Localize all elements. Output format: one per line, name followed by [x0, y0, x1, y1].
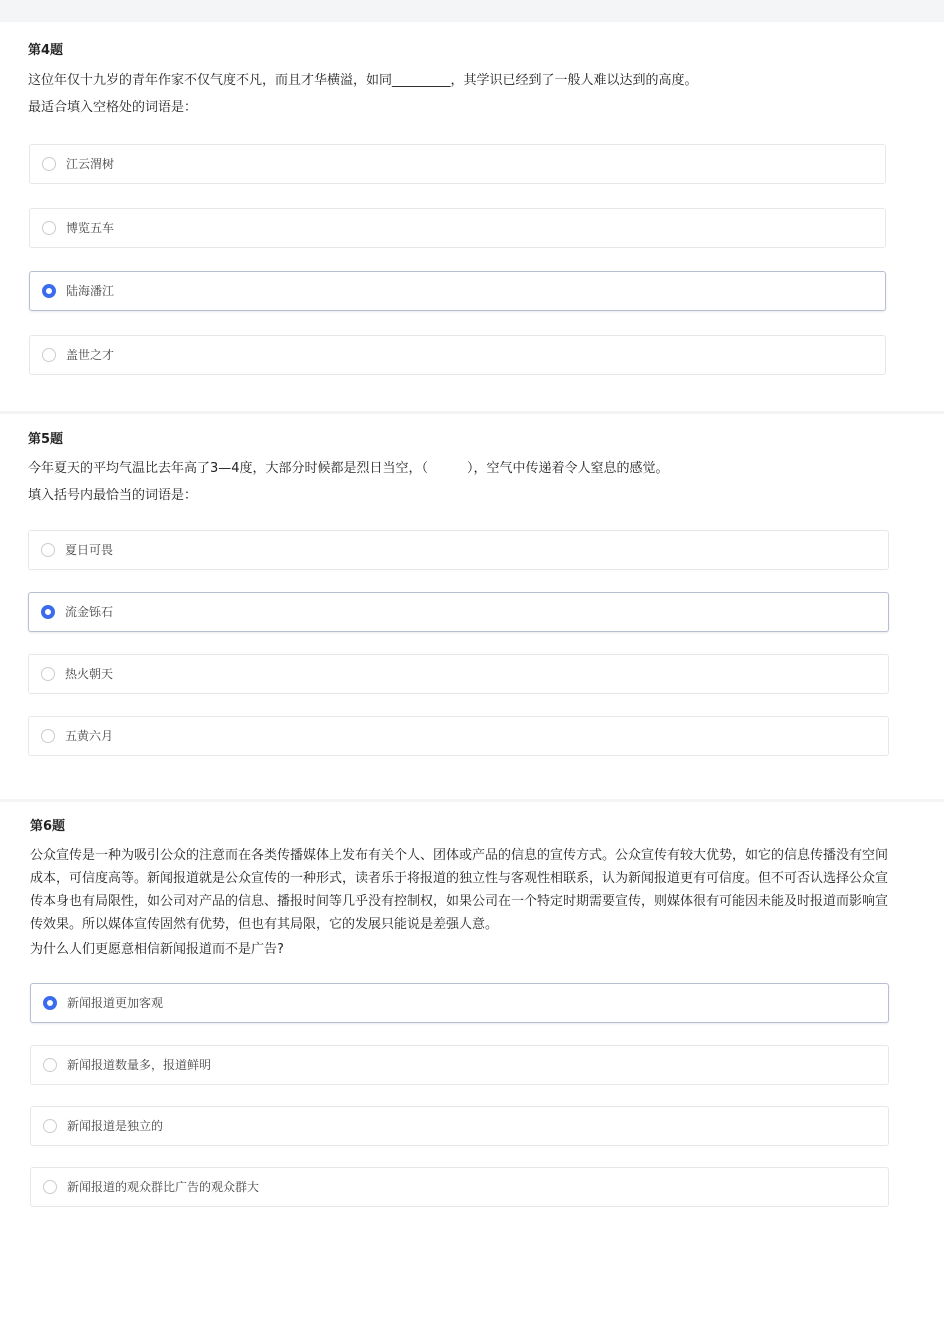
radio-button[interactable]	[43, 1180, 57, 1194]
option-label: 新闻报道更加客观	[67, 996, 164, 1010]
question-stem: 今年夏天的平均气温比去年高了3—4度，大部分时候都是烈日当空，（ ），空气中传递着令人窒息的感觉。	[28, 461, 669, 476]
question-prompt: 最适合填入空格处的词语是：	[28, 100, 198, 115]
option-q6-c[interactable]	[30, 1106, 889, 1146]
radio-button[interactable]	[41, 543, 55, 557]
question-prompt: 填入括号内最恰当的词语是：	[28, 488, 198, 503]
option-q4-c[interactable]	[29, 271, 886, 311]
radio-button-selected[interactable]	[42, 284, 56, 298]
question-prompt: 为什么人们更愿意相信新闻报道而不是广告?	[30, 942, 284, 957]
question-stem: 这位年仅十九岁的青年作家不仅气度不凡，而且才华横溢，如同_________，其学识已经到了一般人难以达到的高度。	[28, 73, 698, 88]
option-q4-d[interactable]	[29, 335, 886, 375]
option-label: 热火朝天	[65, 667, 114, 681]
option-q6-b[interactable]	[30, 1045, 889, 1085]
question-number: 第6题	[30, 819, 66, 834]
option-label: 新闻报道的观众群比广告的观众群大	[67, 1180, 260, 1194]
top-strip	[0, 0, 944, 22]
question-number: 第5题	[28, 432, 64, 447]
option-label: 江云渭树	[66, 157, 115, 171]
option-label: 陆海潘江	[66, 284, 115, 298]
radio-button[interactable]	[43, 1119, 57, 1133]
question-card-4	[0, 22, 944, 411]
radio-button[interactable]	[42, 157, 56, 171]
radio-button[interactable]	[41, 667, 55, 681]
option-label: 五黄六月	[65, 729, 114, 743]
radio-button[interactable]	[43, 1058, 57, 1072]
option-q5-b[interactable]	[28, 592, 889, 632]
option-label: 新闻报道数量多，报道鲜明	[67, 1058, 212, 1072]
question-card-6	[0, 802, 944, 1318]
radio-button[interactable]	[41, 729, 55, 743]
option-q5-a[interactable]	[28, 530, 889, 570]
option-label: 博览五车	[66, 221, 115, 235]
question-card-5	[0, 414, 944, 799]
radio-button[interactable]	[42, 348, 56, 362]
question-number: 第4题	[28, 43, 64, 58]
option-q6-d[interactable]	[30, 1167, 889, 1207]
radio-button-selected[interactable]	[41, 605, 55, 619]
radio-button[interactable]	[42, 221, 56, 235]
option-q4-a[interactable]	[29, 144, 886, 184]
option-label: 新闻报道是独立的	[67, 1119, 164, 1133]
option-label: 流金铄石	[65, 605, 114, 619]
option-q5-c[interactable]	[28, 654, 889, 694]
option-label: 夏日可畏	[65, 543, 114, 557]
option-q6-a[interactable]	[30, 983, 889, 1023]
question-stem: 公众宣传是一种为吸引公众的注意而在各类传播媒体上发布有关个人、团体或产品的信息的宣传方式。公众宣传有较大优势，如它的信息传播没有空间成本，可信度高等。新闻报道就是公众宣传的一种形式，读者乐于将报道的独立性与客观性相联系，认为新闻报道更有可信度。但不可否认选择公众宣传本身也有局限性，如公司对产品的信息、播报时间等几乎没有控制权，如果公司在一个特定时期需要宣传，则媒体很有可能因未能及时报道而影响宣传效果。所以媒体宣传固然有优势，但也有其局限，它的发展只能说是差强人意。	[30, 848, 889, 932]
option-q5-d[interactable]	[28, 716, 889, 756]
option-q4-b[interactable]	[29, 208, 886, 248]
option-label: 盖世之才	[66, 348, 115, 362]
radio-button-selected[interactable]	[43, 996, 57, 1010]
